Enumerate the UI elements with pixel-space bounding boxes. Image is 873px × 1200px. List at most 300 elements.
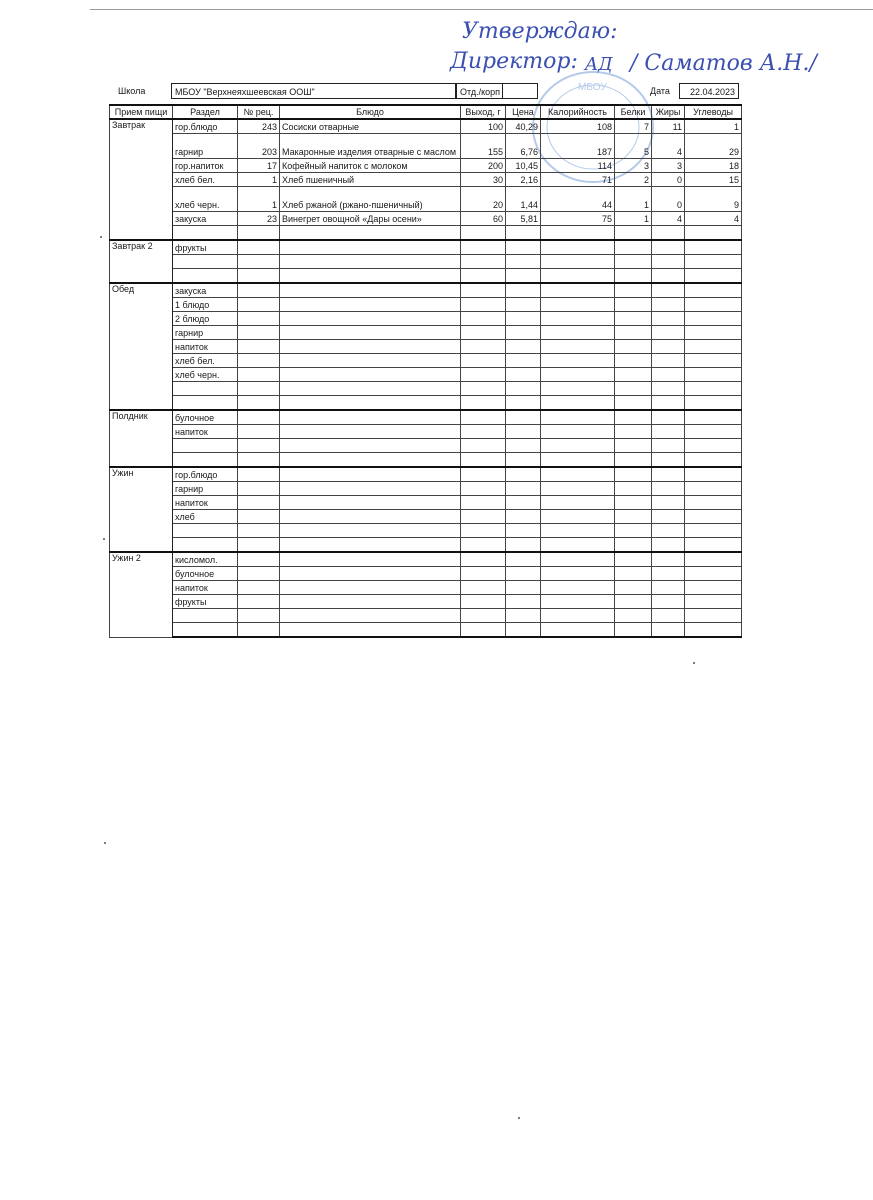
table-row: [110, 283, 742, 298]
cell-recipe: [238, 226, 280, 241]
cell-dish: [280, 623, 461, 638]
cell-protein: [615, 240, 652, 255]
cell-carbs: [685, 467, 742, 482]
cell-carbs: [685, 567, 742, 581]
cell-dish: [280, 298, 461, 312]
cell-kcal: [541, 609, 615, 623]
cell-recipe: [238, 425, 280, 439]
column-header: Калорийность: [541, 105, 615, 119]
cell-output: [461, 439, 506, 453]
cell-output: 100: [461, 119, 506, 134]
table-row: [110, 134, 742, 159]
cell-recipe: [238, 482, 280, 496]
table-row: [110, 212, 742, 226]
meal-name: Обед: [110, 283, 173, 410]
cell-price: [506, 368, 541, 382]
cell-section: булочное: [173, 567, 238, 581]
cell-recipe: [238, 312, 280, 326]
cell-carbs: [685, 298, 742, 312]
cell-kcal: [541, 269, 615, 284]
table-row: [110, 340, 742, 354]
stamp-text: МБОУ: [578, 82, 607, 93]
cell-price: [506, 240, 541, 255]
cell-fat: [652, 538, 685, 553]
cell-section: гор.блюдо: [173, 467, 238, 482]
cell-recipe: [238, 552, 280, 567]
cell-section: [173, 255, 238, 269]
cell-recipe: 203: [238, 134, 280, 159]
cell-price: 6,76: [506, 134, 541, 159]
cell-recipe: [238, 382, 280, 396]
table-row: [110, 269, 742, 284]
table-header-row: [110, 105, 742, 119]
cell-protein: [615, 340, 652, 354]
cell-protein: [615, 312, 652, 326]
cell-fat: [652, 283, 685, 298]
cell-section: хлеб бел.: [173, 354, 238, 368]
cell-dish: [280, 567, 461, 581]
cell-section: хлеб черн.: [173, 187, 238, 212]
cell-carbs: [685, 482, 742, 496]
cell-fat: 4: [652, 212, 685, 226]
column-header: Жиры: [652, 105, 685, 119]
cell-kcal: 114: [541, 159, 615, 173]
cell-price: [506, 609, 541, 623]
table-row: [110, 623, 742, 638]
cell-kcal: [541, 453, 615, 468]
cell-price: [506, 623, 541, 638]
meal-name: Завтрак 2: [110, 240, 173, 283]
cell-protein: 2: [615, 173, 652, 187]
cell-price: [506, 382, 541, 396]
cell-carbs: 18: [685, 159, 742, 173]
cell-price: [506, 595, 541, 609]
cell-kcal: [541, 298, 615, 312]
cell-fat: [652, 567, 685, 581]
cell-output: [461, 524, 506, 538]
cell-section: [173, 269, 238, 284]
cell-output: [461, 595, 506, 609]
cell-carbs: [685, 425, 742, 439]
cell-protein: [615, 283, 652, 298]
cell-recipe: 1: [238, 187, 280, 212]
table-row: [110, 312, 742, 326]
cell-dish: [280, 439, 461, 453]
approval-name: / Саматов А.Н./: [630, 51, 817, 76]
cell-protein: [615, 453, 652, 468]
cell-price: [506, 340, 541, 354]
approval-line-1: Утверждаю:: [462, 19, 618, 44]
cell-recipe: [238, 340, 280, 354]
cell-price: 2,16: [506, 173, 541, 187]
cell-fat: [652, 609, 685, 623]
cell-recipe: [238, 609, 280, 623]
cell-output: [461, 312, 506, 326]
table-row: [110, 496, 742, 510]
column-header: Выход, г: [461, 105, 506, 119]
cell-output: [461, 453, 506, 468]
dept-value: [502, 83, 538, 99]
cell-recipe: [238, 410, 280, 425]
cell-price: 40,29: [506, 119, 541, 134]
cell-price: [506, 567, 541, 581]
dept-label: Отд./корп: [456, 83, 502, 99]
cell-dish: [280, 467, 461, 482]
cell-output: [461, 326, 506, 340]
cell-recipe: [238, 581, 280, 595]
cell-fat: [652, 623, 685, 638]
menu-table: [109, 104, 742, 638]
table-row: [110, 187, 742, 212]
cell-fat: 4: [652, 134, 685, 159]
table-row: [110, 524, 742, 538]
cell-output: [461, 269, 506, 284]
cell-section: гор.блюдо: [173, 119, 238, 134]
cell-output: [461, 609, 506, 623]
cell-fat: [652, 467, 685, 482]
scan-speck: [518, 1117, 520, 1119]
cell-kcal: [541, 581, 615, 595]
cell-carbs: [685, 439, 742, 453]
cell-kcal: 75: [541, 212, 615, 226]
cell-dish: [280, 552, 461, 567]
cell-output: [461, 538, 506, 553]
cell-carbs: [685, 396, 742, 411]
cell-kcal: [541, 623, 615, 638]
cell-protein: [615, 226, 652, 241]
cell-dish: Хлеб пшеничный: [280, 173, 461, 187]
cell-dish: [280, 269, 461, 284]
cell-price: [506, 298, 541, 312]
cell-price: [506, 226, 541, 241]
cell-protein: [615, 425, 652, 439]
cell-fat: [652, 496, 685, 510]
cell-protein: [615, 609, 652, 623]
cell-kcal: 44: [541, 187, 615, 212]
cell-dish: Макаронные изделия отварные с маслом: [280, 134, 461, 159]
cell-price: [506, 552, 541, 567]
table-row: [110, 354, 742, 368]
table-row: [110, 326, 742, 340]
cell-carbs: 9: [685, 187, 742, 212]
cell-section: [173, 226, 238, 241]
cell-kcal: [541, 255, 615, 269]
cell-recipe: [238, 439, 280, 453]
cell-price: [506, 312, 541, 326]
cell-dish: [280, 581, 461, 595]
cell-fat: [652, 226, 685, 241]
cell-dish: Хлеб ржаной (ржано-пшеничный): [280, 187, 461, 212]
cell-price: [506, 354, 541, 368]
cell-output: 20: [461, 187, 506, 212]
cell-fat: 0: [652, 173, 685, 187]
cell-recipe: [238, 255, 280, 269]
cell-price: [506, 410, 541, 425]
cell-kcal: [541, 538, 615, 553]
cell-dish: [280, 312, 461, 326]
table-row: [110, 368, 742, 382]
cell-dish: Кофейный напиток с молоком: [280, 159, 461, 173]
cell-price: [506, 453, 541, 468]
cell-section: фрукты: [173, 595, 238, 609]
cell-protein: 3: [615, 159, 652, 173]
cell-section: хлеб черн.: [173, 368, 238, 382]
cell-dish: [280, 496, 461, 510]
cell-output: [461, 298, 506, 312]
cell-output: [461, 226, 506, 241]
cell-price: [506, 283, 541, 298]
cell-fat: [652, 255, 685, 269]
cell-dish: [280, 482, 461, 496]
table-row: [110, 173, 742, 187]
cell-recipe: [238, 524, 280, 538]
cell-fat: [652, 354, 685, 368]
cell-recipe: [238, 269, 280, 284]
cell-recipe: [238, 467, 280, 482]
cell-section: фрукты: [173, 240, 238, 255]
cell-recipe: 23: [238, 212, 280, 226]
cell-kcal: [541, 354, 615, 368]
cell-price: [506, 482, 541, 496]
table-row: [110, 581, 742, 595]
cell-protein: [615, 581, 652, 595]
cell-dish: [280, 255, 461, 269]
cell-recipe: [238, 368, 280, 382]
cell-fat: [652, 552, 685, 567]
cell-carbs: [685, 255, 742, 269]
cell-fat: [652, 581, 685, 595]
cell-output: [461, 581, 506, 595]
cell-price: [506, 467, 541, 482]
cell-dish: [280, 283, 461, 298]
cell-carbs: [685, 538, 742, 553]
table-row: [110, 453, 742, 468]
cell-output: [461, 255, 506, 269]
scan-speck: [104, 842, 106, 844]
cell-section: напиток: [173, 340, 238, 354]
cell-recipe: [238, 283, 280, 298]
scan-speck: [693, 662, 695, 664]
cell-recipe: [238, 510, 280, 524]
cell-kcal: [541, 283, 615, 298]
cell-fat: [652, 240, 685, 255]
cell-fat: [652, 595, 685, 609]
cell-carbs: [685, 326, 742, 340]
cell-section: кисломол.: [173, 552, 238, 567]
cell-dish: [280, 326, 461, 340]
cell-protein: [615, 496, 652, 510]
cell-recipe: [238, 453, 280, 468]
cell-section: 2 блюдо: [173, 312, 238, 326]
cell-protein: [615, 623, 652, 638]
cell-fat: 0: [652, 187, 685, 212]
cell-protein: [615, 552, 652, 567]
cell-recipe: [238, 298, 280, 312]
cell-dish: [280, 524, 461, 538]
cell-output: [461, 496, 506, 510]
cell-price: [506, 510, 541, 524]
cell-kcal: [541, 482, 615, 496]
cell-section: [173, 623, 238, 638]
cell-carbs: 29: [685, 134, 742, 159]
table-row: [110, 439, 742, 453]
cell-carbs: [685, 226, 742, 241]
cell-output: [461, 283, 506, 298]
column-header: Прием пищи: [110, 105, 173, 119]
cell-fat: [652, 410, 685, 425]
cell-output: [461, 240, 506, 255]
cell-price: 1,44: [506, 187, 541, 212]
meal-name: Ужин 2: [110, 552, 173, 637]
cell-protein: 7: [615, 119, 652, 134]
cell-kcal: [541, 382, 615, 396]
cell-protein: [615, 354, 652, 368]
table-row: [110, 482, 742, 496]
cell-recipe: [238, 623, 280, 638]
cell-dish: [280, 609, 461, 623]
cell-fat: [652, 312, 685, 326]
cell-price: 10,45: [506, 159, 541, 173]
scan-speck: [100, 236, 102, 238]
cell-recipe: 17: [238, 159, 280, 173]
cell-carbs: [685, 524, 742, 538]
cell-protein: [615, 467, 652, 482]
cell-section: 1 блюдо: [173, 298, 238, 312]
cell-protein: [615, 524, 652, 538]
meal-name: Завтрак: [110, 119, 173, 240]
cell-section: гарнир: [173, 134, 238, 159]
cell-recipe: [238, 354, 280, 368]
cell-recipe: 1: [238, 173, 280, 187]
cell-section: [173, 453, 238, 468]
cell-recipe: [238, 240, 280, 255]
cell-fat: [652, 453, 685, 468]
cell-dish: [280, 226, 461, 241]
table-row: [110, 567, 742, 581]
cell-section: напиток: [173, 496, 238, 510]
cell-protein: [615, 368, 652, 382]
cell-price: [506, 496, 541, 510]
cell-kcal: 71: [541, 173, 615, 187]
cell-fat: [652, 382, 685, 396]
cell-recipe: [238, 538, 280, 553]
cell-section: напиток: [173, 581, 238, 595]
table-row: [110, 240, 742, 255]
cell-section: [173, 524, 238, 538]
cell-output: [461, 382, 506, 396]
cell-dish: [280, 382, 461, 396]
cell-dish: Сосиски отварные: [280, 119, 461, 134]
cell-recipe: [238, 496, 280, 510]
cell-section: закуска: [173, 283, 238, 298]
cell-output: [461, 510, 506, 524]
cell-kcal: 187: [541, 134, 615, 159]
scan-speck: [103, 538, 105, 540]
table-row: [110, 298, 742, 312]
school-label: Школа: [118, 86, 146, 96]
cell-recipe: [238, 396, 280, 411]
cell-recipe: [238, 567, 280, 581]
cell-kcal: [541, 510, 615, 524]
cell-section: гор.напиток: [173, 159, 238, 173]
cell-dish: [280, 538, 461, 553]
cell-kcal: [541, 312, 615, 326]
cell-carbs: [685, 496, 742, 510]
cell-price: 5,81: [506, 212, 541, 226]
approval-signature: AД: [585, 54, 613, 75]
cell-price: [506, 439, 541, 453]
column-header: Раздел: [173, 105, 238, 119]
cell-recipe: 243: [238, 119, 280, 134]
cell-protein: [615, 538, 652, 553]
cell-carbs: [685, 623, 742, 638]
cell-fat: [652, 269, 685, 284]
cell-kcal: [541, 340, 615, 354]
cell-price: [506, 524, 541, 538]
cell-dish: [280, 340, 461, 354]
table-row: [110, 510, 742, 524]
cell-dish: [280, 595, 461, 609]
cell-kcal: [541, 439, 615, 453]
cell-protein: [615, 410, 652, 425]
cell-carbs: [685, 312, 742, 326]
cell-fat: [652, 439, 685, 453]
cell-kcal: [541, 496, 615, 510]
table-row: [110, 255, 742, 269]
cell-dish: Винегрет овощной «Дары осени»: [280, 212, 461, 226]
cell-recipe: [238, 326, 280, 340]
table-row: [110, 552, 742, 567]
cell-output: 60: [461, 212, 506, 226]
cell-fat: [652, 510, 685, 524]
cell-carbs: [685, 581, 742, 595]
table-row: [110, 467, 742, 482]
cell-output: [461, 567, 506, 581]
cell-price: [506, 581, 541, 595]
cell-price: [506, 255, 541, 269]
cell-section: хлеб бел.: [173, 173, 238, 187]
school-name: МБОУ "Верхнеяхшеевская ООШ": [171, 83, 456, 99]
cell-protein: [615, 396, 652, 411]
cell-price: [506, 326, 541, 340]
cell-fat: 3: [652, 159, 685, 173]
cell-kcal: [541, 425, 615, 439]
meal-name: Ужин: [110, 467, 173, 552]
cell-protein: [615, 510, 652, 524]
cell-carbs: [685, 453, 742, 468]
table-row: [110, 595, 742, 609]
cell-protein: [615, 567, 652, 581]
column-header: Блюдо: [280, 105, 461, 119]
cell-section: закуска: [173, 212, 238, 226]
cell-price: [506, 269, 541, 284]
cell-output: [461, 354, 506, 368]
cell-fat: [652, 340, 685, 354]
table-row: [110, 410, 742, 425]
cell-output: [461, 552, 506, 567]
cell-carbs: [685, 368, 742, 382]
table-row: [110, 382, 742, 396]
cell-output: 200: [461, 159, 506, 173]
approval-line-2: Директор:: [450, 49, 578, 74]
cell-protein: 5: [615, 134, 652, 159]
date-label: Дата: [650, 86, 670, 96]
cell-carbs: 4: [685, 212, 742, 226]
cell-protein: [615, 482, 652, 496]
cell-kcal: [541, 240, 615, 255]
cell-section: напиток: [173, 425, 238, 439]
table-row: [110, 226, 742, 241]
